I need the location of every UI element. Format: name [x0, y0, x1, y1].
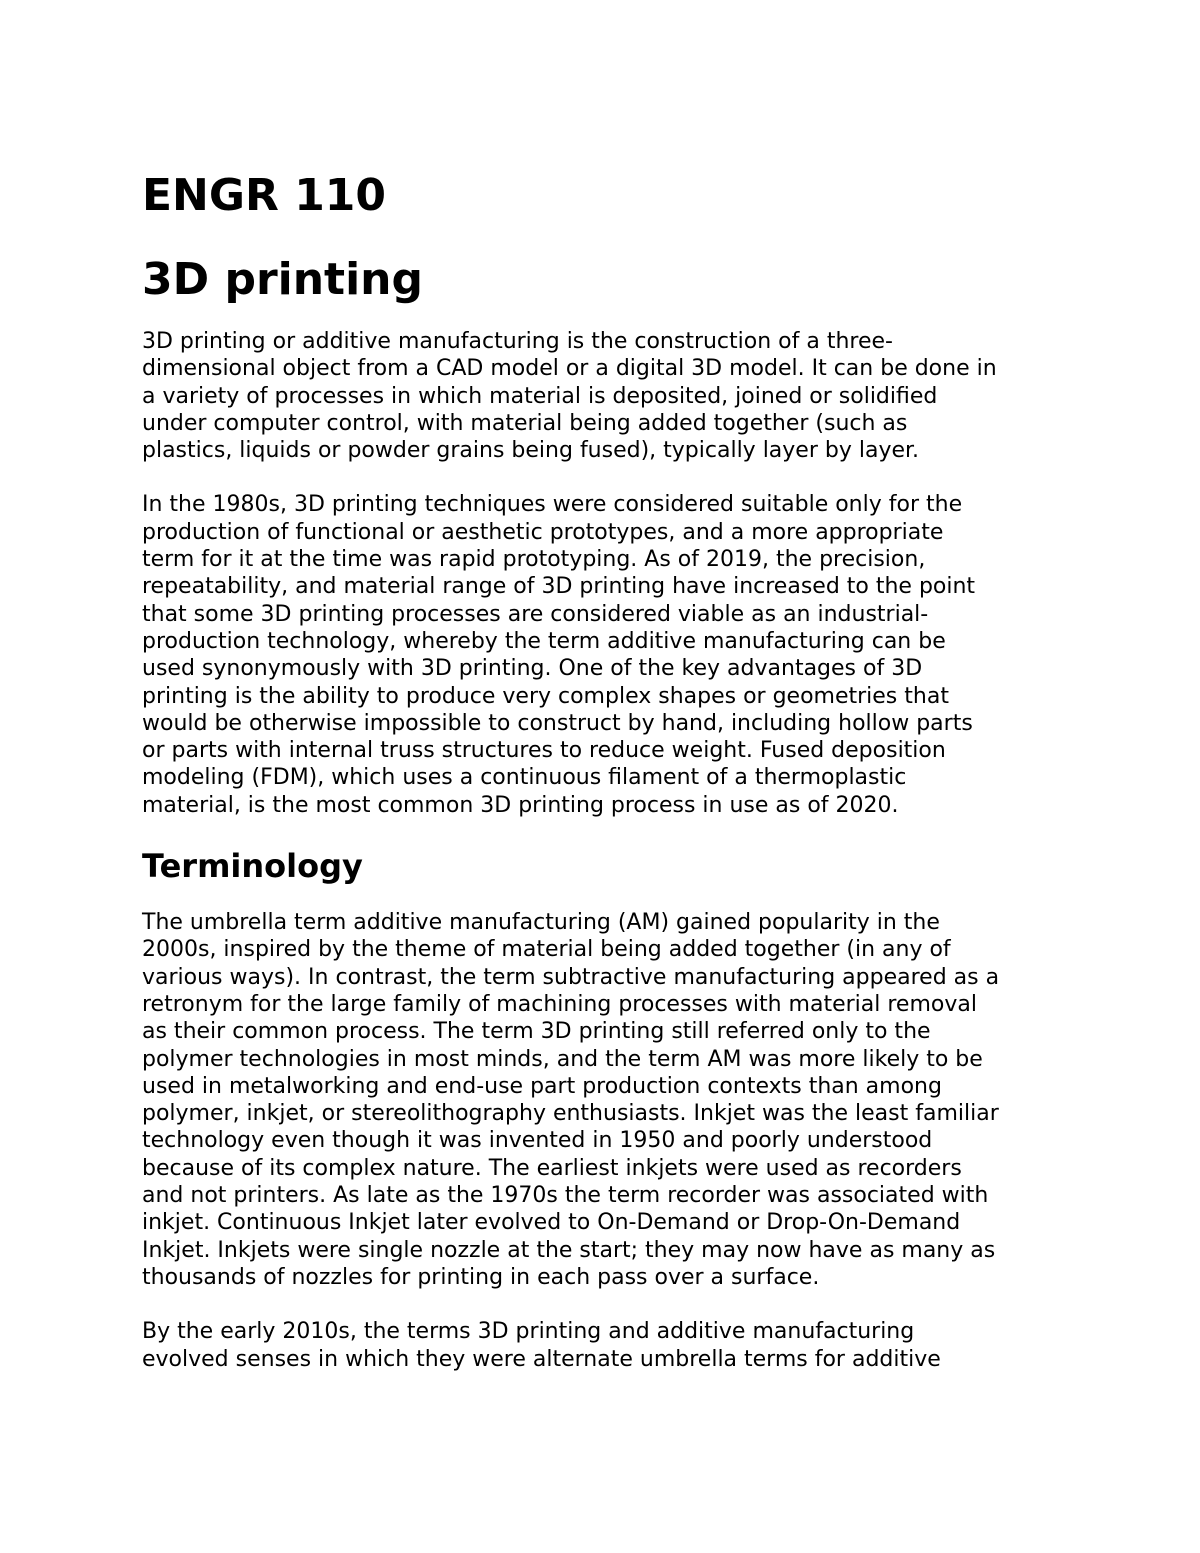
terminology-paragraph-continued: By the early 2010s, the terms 3D printing and additive manufacturing evolved senses in which they were alternate umbrella terms for additive [142, 1319, 941, 1372]
intro-paragraph: 3D printing or additive manufacturing is the construction of a three- dimensional object from a CAD model or a digital 3D model. It can be done in a variety of processes in which material is deposited, joined or solidified under computer control, with material being added together (such as plastics, liquids or powder grains being fused), typically layer by layer. [142, 329, 997, 464]
document-title: 3D printing [142, 254, 423, 305]
course-title: ENGR 110 [142, 170, 387, 221]
history-paragraph: In the 1980s, 3D printing techniques were considered suitable only for the production of functional or aesthetic prototypes, and a more appropriate term for it at the time was rapid prototyping. As of 2019, the precision, repeatability, and material range of 3D printing have increased to the point that some 3D printing processes are considered viable as an industrial- production technology, whereby the term additive manufacturing can be used synonymously with 3D printing. One of the key advantages of 3D printing is the ability to produce very complex shapes or geometries that would be otherwise impossible to construct by hand, including hollow parts or parts with internal truss structures to reduce weight. Fused deposition modeling (FDM), which uses a continuous filament of a thermoplastic material, is the most common 3D printing process in use as of 2020. [142, 492, 976, 818]
document-page [142, 168, 1072, 1373]
terminology-paragraph: The umbrella term additive manufacturing (AM) gained popularity in the 2000s, inspired by the theme of material being added together (in any of various ways). In contrast, the term subtractive manufacturing appeared as a retronym for the large family of machining processes with material removal as their common process. The term 3D printing still referred only to the polymer technologies in most minds, and the term AM was more likely to be used in metalworking and end-use part production contexts than among polymer, inkjet, or stereolithography enthusiasts. Inkjet was the least familiar technology even though it was invented in 1950 and poorly understood because of its complex nature. The earliest inkjets were used as recorders and not printers. As late as the 1970s the term recorder was associated with inkjet. Continuous Inkjet later evolved to On-Demand or Drop-On-Demand Inkjet. Inkjets were single nozzle at the start; they may now have as many as thousands of nozzles for printing in each pass over a surface. [142, 910, 1000, 1290]
section-heading-terminology: Terminology [142, 847, 363, 886]
